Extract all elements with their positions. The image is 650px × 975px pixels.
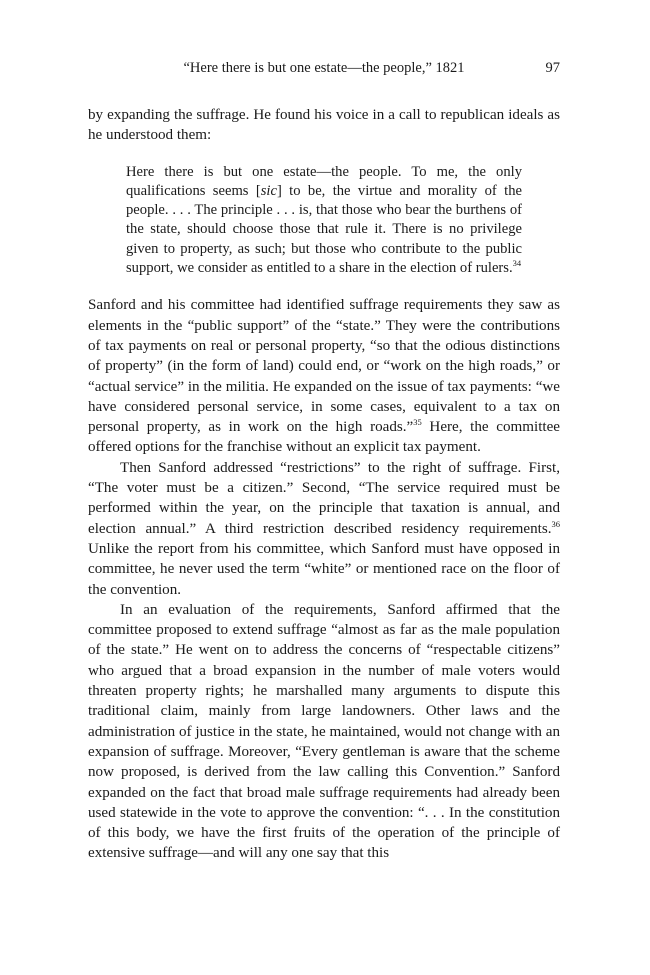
page-number: 97 bbox=[545, 60, 560, 76]
paragraph-2-text-cont: Here, the committee offered options for the franchise without an explicit tax payment. bbox=[88, 419, 560, 456]
paragraph-restrictions bbox=[88, 458, 560, 600]
body-text bbox=[88, 105, 560, 864]
paragraph-evaluation: In an evaluation of the requirements, Sanford affirmed that the committee proposed to extend suffrage “almost as far as the male population of the state.” He went on to address the concerns of “respectable citizens” who argued that a broad expansion in the number of male voters would threaten property rights; he marshalled many arguments to dispute this traditional claim, mainly from large landowners. Other laws and the administration of justice in the state, he maintained, would not change with an expansion of suffrage. Moreover, “Every gentleman is aware that the scheme now proposed, is derived from the law calling this Convention.” Sanford expanded on the fact that broad male suffrage requirements had already been used statewide in the vote to approve the convention: “. . . In the constitution of this body, we have the first fruits of the operation of the principle of extensive suffrage—and will any one say that this bbox=[88, 601, 560, 862]
block-quote bbox=[126, 163, 522, 279]
block-quote-text bbox=[126, 163, 522, 279]
footnote-ref-36: 36 bbox=[551, 518, 560, 529]
quote-text-part-1: Here there is but one estate—the people. To me, the only qualifications seems [ bbox=[126, 163, 522, 199]
paragraph-suffrage-requirements bbox=[88, 295, 560, 457]
paragraph-2-text: Sanford and his committee had identified suffrage requirements they saw as elements in the “public support” of the “state.” They were the contributions of tax payments on real or personal property, “so that the odious distinctions of property” (in the form of land) could end, or “work on the high roads,” or “actual service” in the militia. He expanded on the issue of tax payments: “we have considered personal service, in some cases, equivalent to a tax on personal property, as in work on the high roads.” bbox=[88, 297, 560, 436]
footnote-ref-34: 34 bbox=[512, 258, 522, 269]
footnote-ref-35: 35 bbox=[413, 417, 422, 428]
running-head bbox=[88, 58, 560, 78]
quote-text-part-2: ] to be, the virtue and morality of the people. . . . The principle . . . is, that those who bear the burthens of the state, should choose those that rule it. There is no privilege given to property, as such; but those who contribute to the public support, we consider as entitled to a share in the election of rulers. bbox=[126, 182, 522, 277]
paragraph-3-text-cont: Unlike the report from his committee, which Sanford must have opposed in committee, he never used the term “white” or mentioned race on the floor of the convention. bbox=[88, 540, 560, 598]
sic-marker: sic bbox=[260, 182, 277, 199]
paragraph-3-text: Then Sanford addressed “restrictions” to the right of suffrage. First, “The voter must be a citizen.” Second, “The service required must be performed within the year, on the principle that taxation is annual, and election annual.” A third restriction described residency requirements. bbox=[88, 459, 560, 537]
running-head-title: “Here there is but one estate—the people,” 1821 bbox=[183, 60, 465, 76]
paragraph-intro: by expanding the suffrage. He found his voice in a call to republican ideals as he understood them: bbox=[88, 107, 560, 144]
